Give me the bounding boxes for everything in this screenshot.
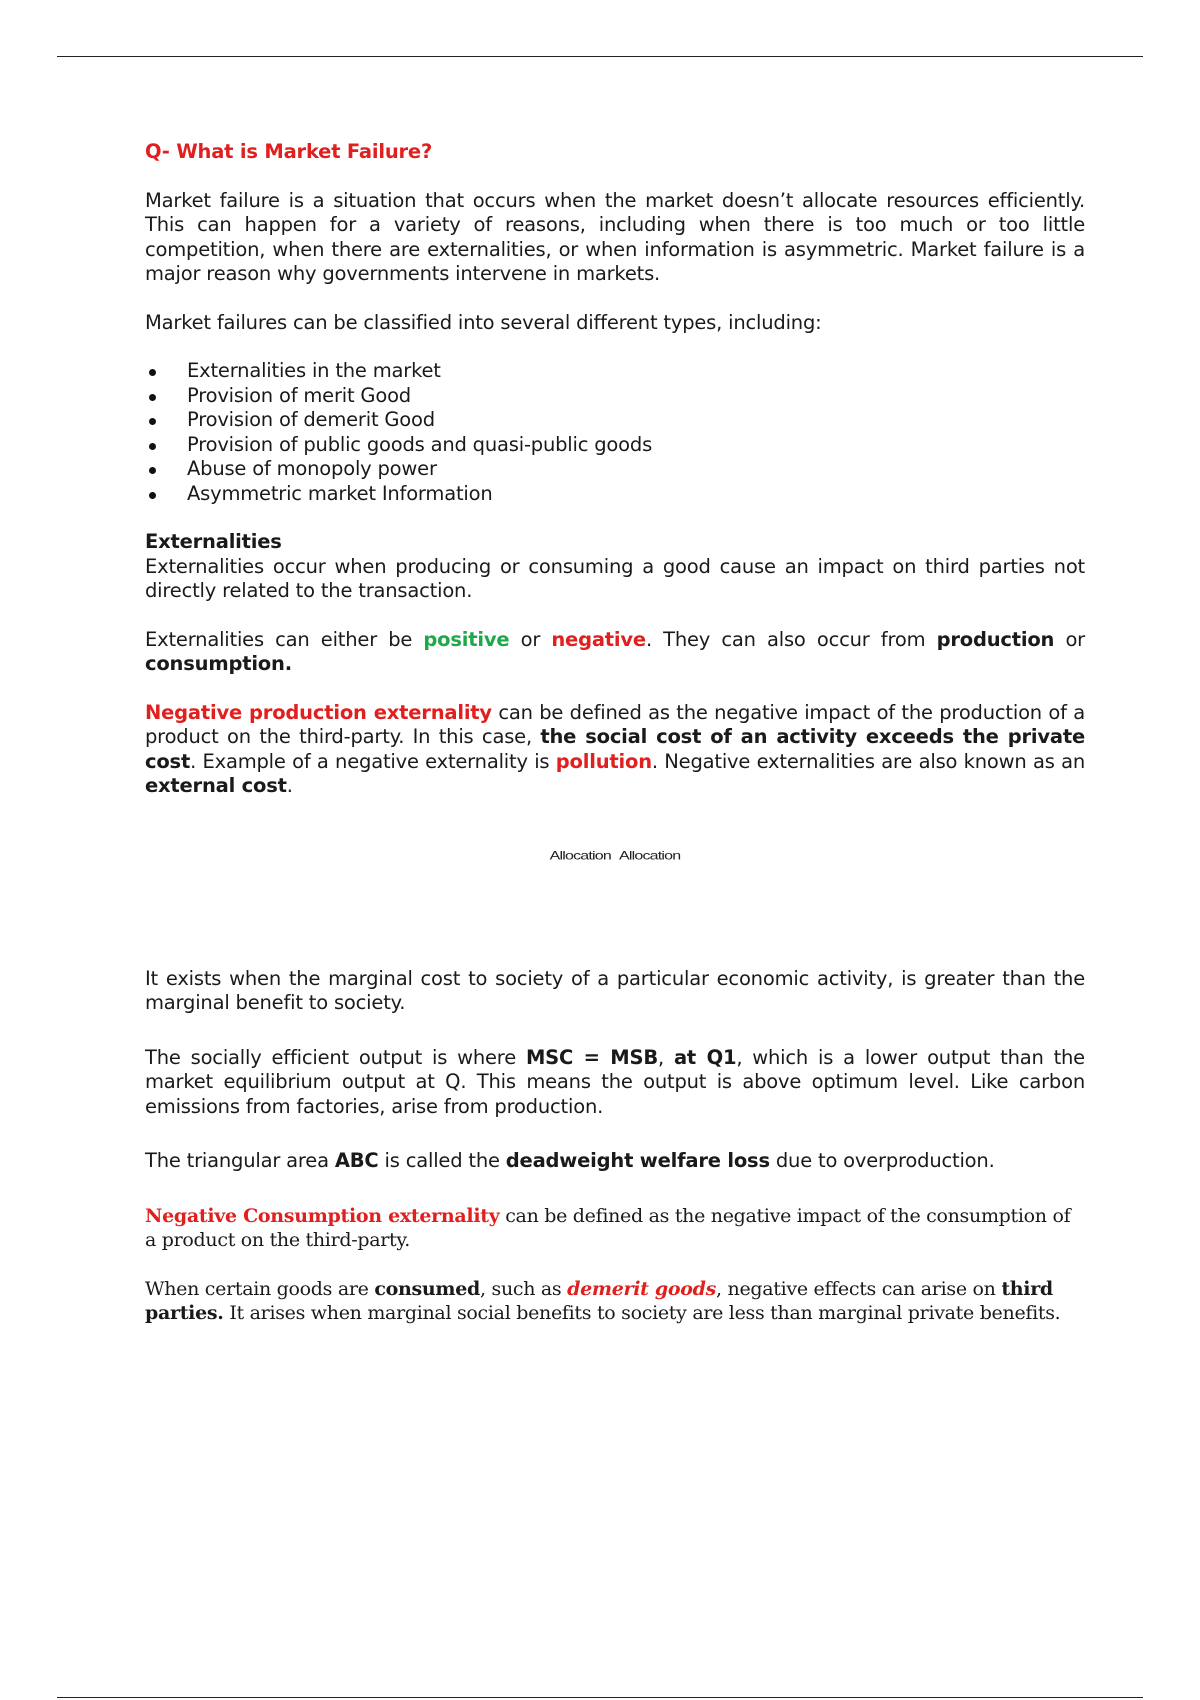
negative-production-paragraph [145, 701, 1085, 799]
figure-placeholder [145, 845, 1085, 941]
list-item-text: Externalities in the market [187, 359, 441, 382]
figure-label: Allocation [549, 849, 611, 862]
list-item [145, 457, 1085, 482]
text-run: , [658, 1045, 674, 1069]
text-run: The socially efficient output is where [145, 1045, 526, 1069]
negative-consumption-paragraph [145, 1204, 1085, 1253]
text-run: , negative effects can arise on [716, 1277, 1002, 1300]
text-run: Externalities can either be [145, 627, 424, 651]
text-run: When certain goods are [145, 1277, 375, 1300]
text-run: The triangular area [145, 1149, 335, 1172]
production-term: production [936, 627, 1055, 651]
intro-paragraph: Market failure is a situation that occurs when the market doesn’t allocate resources efficiently. This can happen for a variety of reasons, including when there is too much or too little competition, when there are externalities, or when information is asymmetric. Market failure is a major reason why governments intervene in markets. [145, 188, 1085, 285]
text-run: can be defined as the negative impact of the consumption of a product on the third-party. [145, 1204, 1071, 1251]
document-body [145, 140, 1085, 1350]
negative-production-term: Negative production externality [145, 700, 492, 724]
text-run: , such as [480, 1277, 568, 1300]
page-title: Q- What is Market Failure? [145, 140, 433, 163]
list-item-text: Provision of demerit Good [187, 408, 435, 431]
figure-caption [546, 849, 685, 864]
list-item [145, 408, 1085, 433]
top-rule [57, 56, 1143, 57]
bullet-icon [149, 369, 156, 376]
bullet-icon [149, 394, 156, 401]
list-item [145, 482, 1085, 507]
list-item-text: Provision of public goods and quasi-public goods [187, 432, 653, 456]
market-failure-types-list [145, 359, 1085, 506]
msc-msb-term: MSC = MSB [525, 1045, 659, 1069]
abc-term: ABC [334, 1149, 379, 1172]
triangle-paragraph [145, 1149, 1085, 1174]
q1-term: at Q1 [673, 1045, 737, 1069]
bullet-icon [149, 443, 156, 450]
text-run: is called the [378, 1149, 506, 1172]
list-item-text: Provision of merit Good [187, 383, 411, 407]
bullet-icon [149, 418, 156, 425]
text-run: . Negative externalities are also known as an [651, 749, 1085, 773]
demerit-goods-paragraph [145, 1277, 1085, 1326]
text-run: , which is a lower output than the market equilibrium output at Q. This means the output is above optimum level. Like carbon emissions from factories, arise from production. [145, 1045, 1085, 1118]
pollution-term: pollution [555, 749, 652, 773]
consumption-term: consumption. [145, 652, 292, 675]
list-item-text: Asymmetric market Information [187, 481, 493, 505]
deadweight-loss-term: deadweight welfare loss [505, 1149, 770, 1172]
text-run: or [509, 627, 552, 651]
social-cost-statement: the social cost of an activity exceeds the private cost [145, 725, 1085, 773]
list-item [145, 359, 1085, 384]
text-run: It arises when marginal social benefits to society are less than marginal private benefits. [223, 1302, 1061, 1324]
text-run: . Example of a negative externality is [190, 749, 556, 773]
externalities-types-paragraph [145, 628, 1085, 677]
consumed-term: consumed [374, 1277, 481, 1300]
list-item [145, 433, 1085, 458]
negative-term: negative [551, 627, 646, 651]
types-intro: Market failures can be classified into several different types, including: [145, 310, 822, 334]
bullet-icon [149, 467, 156, 474]
demerit-goods-term: demerit goods [567, 1277, 717, 1300]
externalities-heading: Externalities [145, 530, 282, 553]
list-item [145, 384, 1085, 409]
text-run: or [1054, 627, 1086, 651]
efficient-output-paragraph [145, 1046, 1085, 1120]
text-run: . [286, 774, 293, 797]
list-item-text: Abuse of monopoly power [187, 457, 437, 480]
third-parties-term: third parties. [145, 1277, 1053, 1324]
bottom-rule [57, 1697, 1143, 1698]
figure-label: Allocation [619, 849, 681, 862]
bullet-icon [149, 492, 156, 499]
text-run: can be defined as the negative impact of the production of a product on the third-party. In this case, [145, 700, 1085, 748]
positive-term: positive [423, 627, 510, 651]
external-cost-term: external cost [145, 774, 287, 797]
negative-consumption-term: Negative Consumption externality [145, 1204, 500, 1227]
externalities-definition: Externalities occur when producing or consuming a good cause an impact on third parties not directly related to the transaction. [145, 554, 1085, 602]
text-run: . They can also occur from [645, 627, 937, 651]
text-run: due to overproduction. [769, 1149, 995, 1172]
exists-paragraph: It exists when the marginal cost to society of a particular economic activity, is greater than the marginal benefit to society. [145, 966, 1085, 1014]
